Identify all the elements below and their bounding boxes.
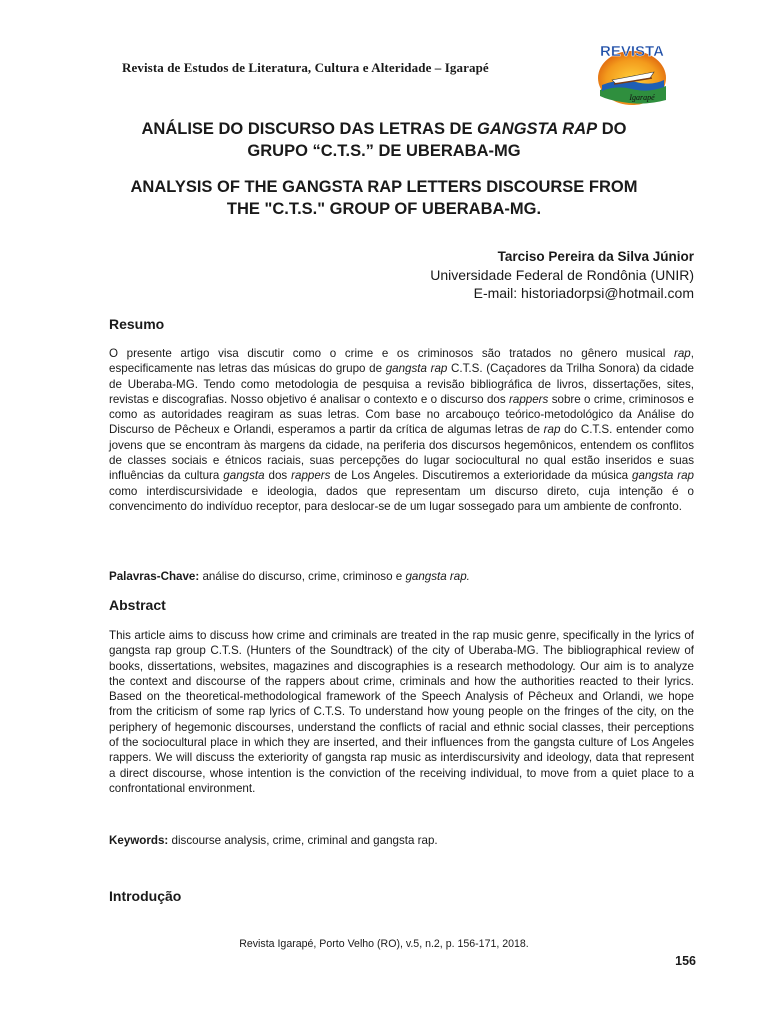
resumo-italic: rap (543, 423, 561, 437)
resumo-text: sobre o crime, criminosos e como as autoridades reagiram as suas letras. Com base no arcabouço teórico-metodológico da Análise do Discurso de Pêcheux e Orlandi, esperamos a partir da crítica de algumas letras de (109, 392, 694, 437)
palavras-chave-italic: gangsta rap. (405, 570, 470, 583)
title-pt-part2: DO (597, 120, 627, 138)
resumo-paragraph (109, 346, 694, 514)
resumo-italic: gangsta rap (632, 469, 694, 483)
palavras-chave (109, 569, 694, 584)
resumo-heading: Resumo (109, 316, 165, 332)
resumo-text: de Los Angeles. Discutiremos a exterioridade da música (330, 469, 633, 483)
resumo-text: , especificamente nas letras das músicas do grupo de (109, 347, 694, 376)
resumo-italic: rappers (291, 469, 331, 483)
introducao-heading: Introdução (109, 888, 182, 904)
title-portuguese (90, 118, 678, 162)
title-pt-part1: ANÁLISE DO DISCURSO DAS LETRAS DE (141, 120, 478, 138)
abstract-paragraph: This article aims to discuss how crime and criminals are treated in the rap music genre, specifically in the lyrics of gangsta rap group C.T.S. (Hunters of the Soundtrack) of the city of Uberaba-MG. The bibliographical review of books, dissertations, websites, magazines and discographies is a research methodology. Our aim is to analyze the context and discourse of the rappers about crime, criminals and how the authorities reacted to their lyrics. Based on the theoretical-methodological framework of the Speech Analysis of Pêcheux and Orlandi, we hope from the criticism of some rap lyrics of C.T.S. To understand how young people on the fringes of the city, on the periphery of hegemonic discourses, understand the conflicts of racial and ethnic social classes, their perceptions of the sociocultural place in which they are inserted, and their influences from the gangsta culture of Los Angeles rappers. We will discuss the exteriority of gangsta rap music as interdiscursivity and ideology, data that represent a direct discourse, whose intention is the conviction of the receiving individual, to move from a quiet place to a confrontational environment. (109, 629, 694, 795)
author-block (430, 248, 694, 302)
keywords-text: discourse analysis, crime, criminal and gangsta rap. (168, 834, 438, 847)
page-number: 156 (675, 954, 696, 968)
logo-word: REVISTA (600, 43, 664, 60)
palavras-chave-label: Palavras-Chave: (109, 570, 200, 583)
author-email: E-mail: historiadorpsi@hotmail.com (473, 285, 694, 301)
footer-citation: Revista Igarapé, Porto Velho (RO), v.5, n.2, p. 156-171, 2018. (239, 938, 529, 950)
resumo-italic: gangsta rap (385, 362, 448, 376)
keywords-label: Keywords: (109, 834, 169, 847)
title-en-line2: THE "C.T.S." GROUP OF UBERABA-MG. (226, 200, 542, 218)
logo-sub: Igarapé (629, 93, 655, 102)
resumo-text: como interdiscursividade e ideologia, dados que representam um discurso direto, cuja intenção é o convencimento do indivíduo receptor, para deslocar-se de um lugar sossegado para um ambiente de confronto. (109, 484, 694, 513)
author-name: Tarciso Pereira da Silva Júnior (497, 249, 694, 264)
palavras-chave-text: análise do discurso, crime, criminoso e (199, 570, 406, 583)
title-pt-italic: GANGSTA RAP (477, 120, 598, 138)
resumo-text: O presente artigo visa discutir como o crime e os criminosos são tratados no gênero musical (109, 347, 674, 360)
abstract-heading: Abstract (109, 597, 166, 613)
title-en-line1: ANALYSIS OF THE GANGSTA RAP LETTERS DISCOURSE FROM (130, 178, 638, 196)
resumo-text: dos (264, 469, 292, 483)
resumo-italic: rap (674, 347, 691, 360)
title-pt-line2: GRUPO “C.T.S.” DE UBERABA-MG (247, 142, 521, 160)
journal-title: Revista de Estudos de Literatura, Cultura e Alteridade – Igarapé (122, 60, 489, 75)
resumo-italic: gangsta (223, 469, 265, 483)
keywords (109, 833, 694, 848)
resumo-italic: rappers (509, 392, 549, 406)
resumo-text: C.T.S. (Caçadores da Trilha Sonora) da cidade de Uberaba-MG. Tendo como metodologia de pesquisa a revisão bibliográfica de livros, dissertações, sites, revistas e discografias. Nosso objetivo é analisar o contexto e o discurso dos (109, 362, 694, 406)
author-affiliation: Universidade Federal de Rondônia (UNIR) (430, 267, 694, 283)
journal-logo (584, 38, 680, 108)
title-english (90, 176, 678, 220)
resumo-text: do C.T.S. entender como jovens que se encontram às margens da cidade, na periferia dos discursos hegemônicos, entendem os conflitos de classes sociais e étnicos raciais, suas percepções do lugar sociocultural no qual estão inseridos e suas influências da cultura (109, 423, 695, 483)
